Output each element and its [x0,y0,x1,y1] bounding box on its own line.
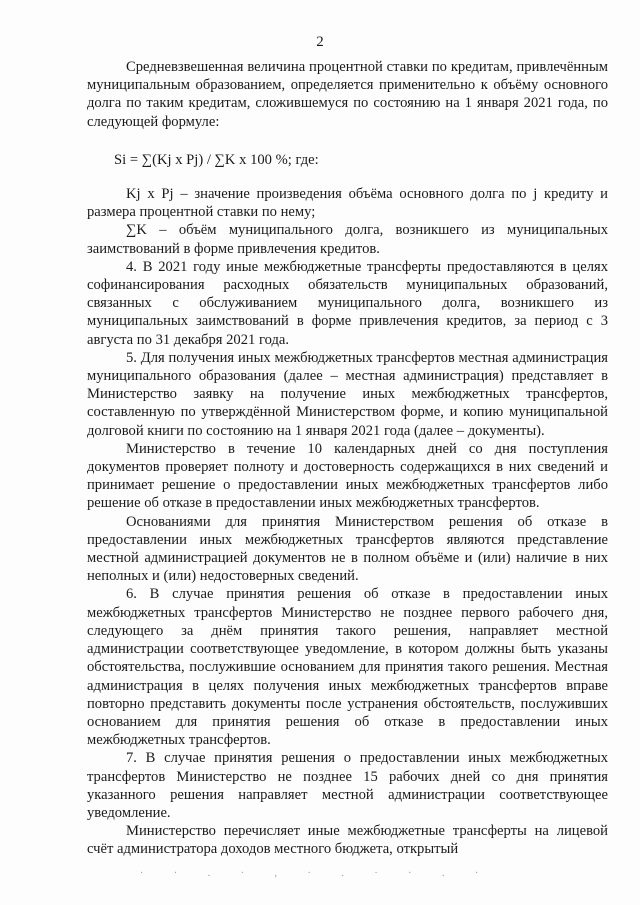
paragraph-ministry-review: Министерство в течение 10 календарных дней со дня поступления документов проверяет полноту и достоверность содержащихся в них сведений и принимает решение о предоставлении иных межбюджетных трансфертов либо решение об отказе в предоставлении иных межбюджетных трансфертов. [87,440,608,512]
document-body [87,58,608,859]
paragraph-sum-k-definition: ∑K – объём муниципального долга, возникшего из муниципальных заимствований в форме привлечения кредитов. [87,222,608,257]
paragraph-weighted-rate: Средневзвешенная величина процентной ставки по кредитам, привлечённым муниципальным образованием, определяется применительно к объёму основного долга по таким кредитам, сложившемуся по состоянию на 1 января 2021 года, по следующей формуле: [87,59,608,130]
paragraph-item-5: 5. Для получения иных межбюджетных трансфертов местная администрация муниципального образования (далее – местная администрация) представляет в Министерство заявку на получение иных межбюджетных трансфертов, составленную по утверждённой Министерством форме, и копию муниципальной долговой книги по состоянию на 1 января 2021 года (далее – документы). [87,349,608,439]
paragraph-refusal-grounds: Основаниями для принятия Министерством решения об отказе в предоставлении иных межбюджетных трансфертов являются представление местной администрацией документов не в полном объёме и (или) наличие в них неполных и (или) недостоверных сведений. [87,513,608,585]
formula: Si = ∑(Kj x Pj) / ∑K x 100 %; где: [114,151,319,168]
page-number: 2 [316,34,324,50]
paragraph-item-6: 6. В случае принятия решения об отказе в предоставлении иных межбюджетных трансфертов Министерство не позднее первого рабочего дня, следующего за днём принятия такого решения, направляет местной администрации соответствующее уведомление, в котором должны быть указаны обстоятельства, послужившие основанием для принятия такого решения. Местная администрация в целях получения иных межбюджетных трансфертов вправе повторно представить документы после устранения обстоятельств, послуживших основанием для принятия решения об отказе в предоставлении иных межбюджетных трансфертов. [87,586,608,749]
paragraph-item-4: 4. В 2021 году иные межбюджетные трансферты предоставляются в целях софинансирования расходных обязательств муниципальных образований, связанных с обслуживанием муниципального долга, возникшего из муниципальных заимствований в форме привлечения кредитов, за период с 3 августа по 31 декабря 2021 года. [87,258,608,348]
scan-artifacts: · · . · , · . · · . · [140,868,493,879]
paragraph-item-7: 7. В случае принятия решения о предоставлении иных межбюджетных трансфертов Министерство не позднее 15 рабочих дней со дня принятия указанного решения направляет местной администрации соответствующее уведомление. [87,750,608,821]
paragraph-kj-pj-definition: Kj x Pj – значение произведения объёма основного долга по j кредиту и размера процентной ставки по нему; [87,186,608,221]
paragraph-transfer: Министерство перечисляет иные межбюджетные трансферты на лицевой счёт администратора доходов местного бюджета, открытый [87,823,608,858]
